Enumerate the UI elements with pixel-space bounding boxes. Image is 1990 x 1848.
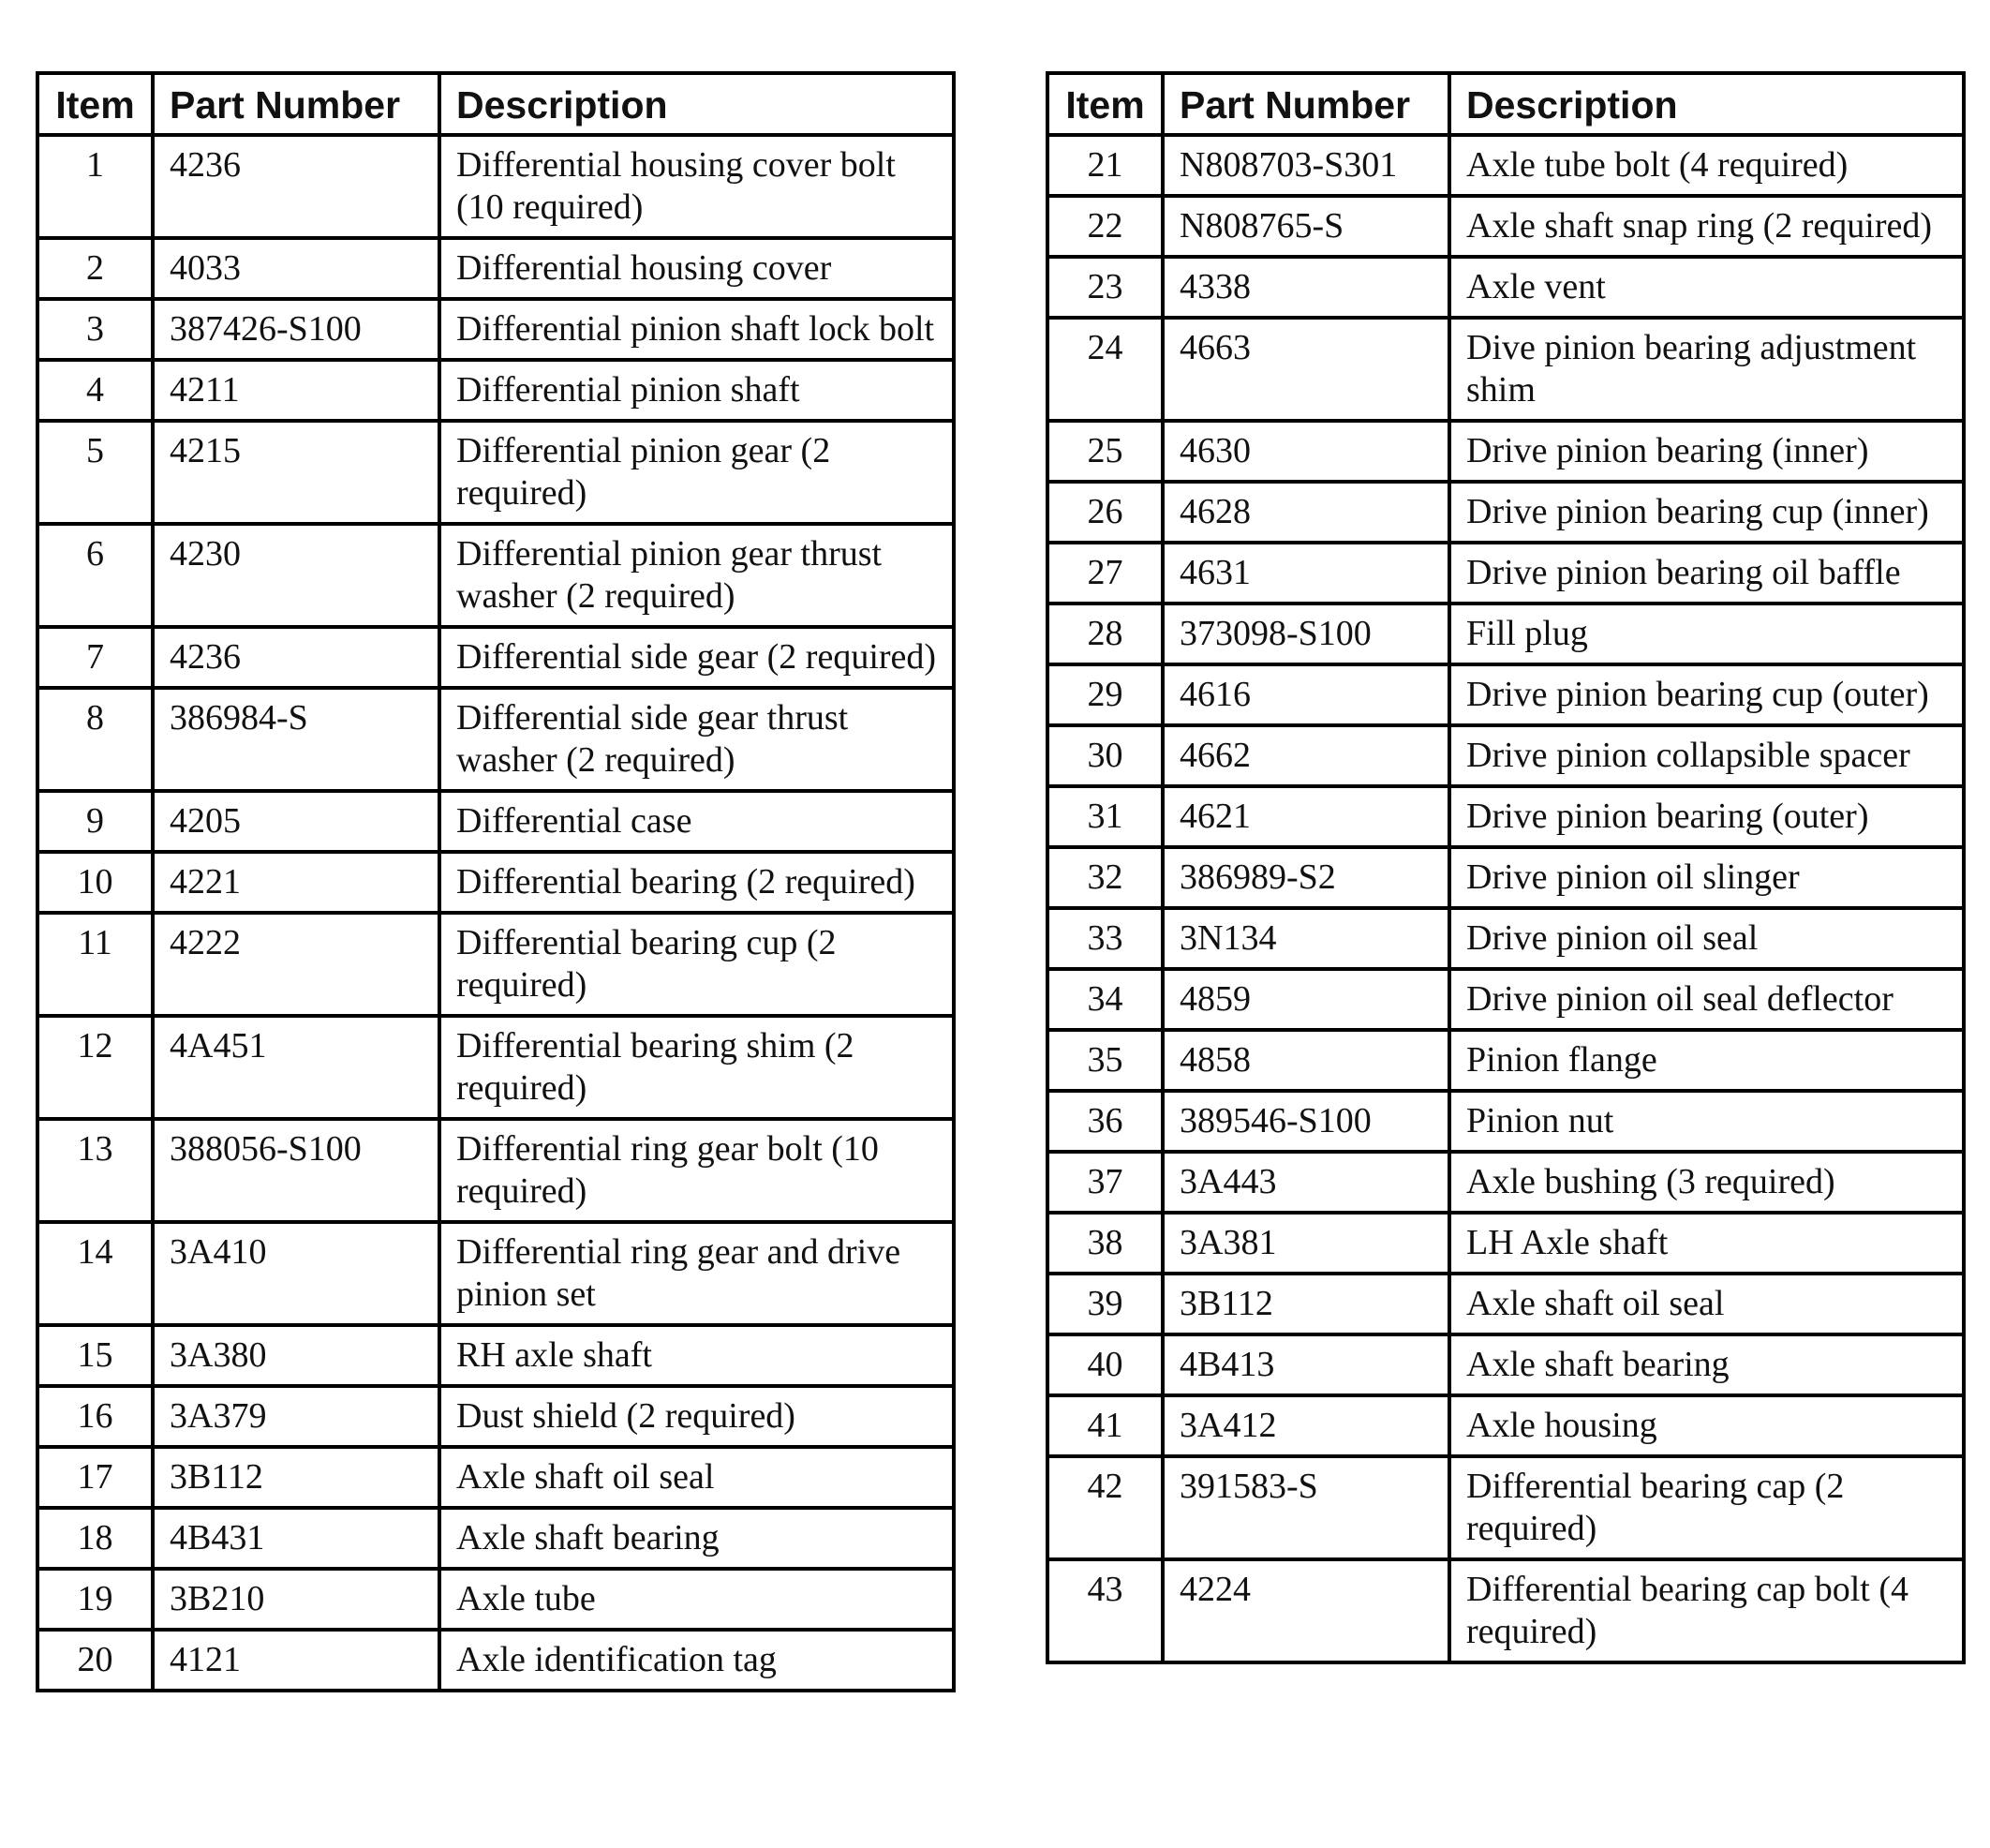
part-number-cell: 3A412 (1163, 1395, 1449, 1456)
item-number-cell: 16 (37, 1386, 153, 1447)
part-number-cell: 3B210 (153, 1569, 439, 1630)
part-number-cell: 4224 (1163, 1559, 1449, 1662)
item-number-cell: 33 (1047, 908, 1163, 969)
description-cell: Fill plug (1449, 604, 1964, 664)
item-number-cell: 43 (1047, 1559, 1163, 1662)
item-number-cell: 19 (37, 1569, 153, 1630)
table-row (37, 1016, 954, 1119)
table-row (1047, 1213, 1964, 1274)
description-cell: Axle shaft oil seal (439, 1447, 954, 1508)
item-number-cell: 27 (1047, 543, 1163, 604)
header-part-number: Part Number (153, 73, 439, 135)
part-number-cell: 4338 (1163, 257, 1449, 318)
description-cell: Differential side gear (2 required) (439, 627, 954, 688)
item-number-cell: 18 (37, 1508, 153, 1569)
table-row (37, 1222, 954, 1325)
table-row (1047, 543, 1964, 604)
table-row (1047, 196, 1964, 257)
description-cell: Drive pinion oil seal deflector (1449, 969, 1964, 1030)
part-number-cell: 373098-S100 (1163, 604, 1449, 664)
description-cell: Differential bearing cap (2 required) (1449, 1456, 1964, 1559)
table-row (37, 627, 954, 688)
part-number-cell: 4222 (153, 913, 439, 1016)
item-number-cell: 24 (1047, 318, 1163, 421)
table-row (37, 299, 954, 360)
part-number-cell: 4616 (1163, 664, 1449, 725)
item-number-cell: 13 (37, 1119, 153, 1222)
part-number-cell: 3A410 (153, 1222, 439, 1325)
item-number-cell: 34 (1047, 969, 1163, 1030)
part-number-cell: 386984-S (153, 688, 439, 791)
table-row (37, 1119, 954, 1222)
item-number-cell: 23 (1047, 257, 1163, 318)
table-row (1047, 135, 1964, 196)
part-number-cell: 4621 (1163, 786, 1449, 847)
table-row (37, 360, 954, 421)
table-row (37, 791, 954, 852)
table-row (1047, 1152, 1964, 1213)
description-cell: RH axle shaft (439, 1325, 954, 1386)
table-row (1047, 1559, 1964, 1662)
part-number-cell: 4033 (153, 238, 439, 299)
header-part-number: Part Number (1163, 73, 1449, 135)
table-row (1047, 482, 1964, 543)
item-number-cell: 6 (37, 524, 153, 627)
part-number-cell: 3A381 (1163, 1213, 1449, 1274)
table-row (1047, 847, 1964, 908)
table-row (1047, 725, 1964, 786)
table-header-row (37, 73, 954, 135)
table-row (37, 524, 954, 627)
part-number-cell: 4662 (1163, 725, 1449, 786)
item-number-cell: 26 (1047, 482, 1163, 543)
table-row (37, 1508, 954, 1569)
table-row (37, 1569, 954, 1630)
part-number-cell: 4663 (1163, 318, 1449, 421)
table-row (37, 1325, 954, 1386)
part-number-cell: 389546-S100 (1163, 1091, 1449, 1152)
parts-table-right (1046, 71, 1966, 1664)
description-cell: Drive pinion oil seal (1449, 908, 1964, 969)
item-number-cell: 7 (37, 627, 153, 688)
header-description: Description (439, 73, 954, 135)
description-cell: Differential bearing (2 required) (439, 852, 954, 913)
description-cell: Differential bearing shim (2 required) (439, 1016, 954, 1119)
description-cell: Drive pinion bearing (outer) (1449, 786, 1964, 847)
table-row (1047, 257, 1964, 318)
part-number-cell: 3A379 (153, 1386, 439, 1447)
table-row (37, 238, 954, 299)
table-row (1047, 1395, 1964, 1456)
item-number-cell: 5 (37, 421, 153, 524)
item-number-cell: 30 (1047, 725, 1163, 786)
item-number-cell: 8 (37, 688, 153, 791)
item-number-cell: 32 (1047, 847, 1163, 908)
description-cell: Differential housing cover bolt (10 required) (439, 135, 954, 238)
part-number-cell: 4630 (1163, 421, 1449, 482)
part-number-cell: 4121 (153, 1630, 439, 1691)
table-header-row (1047, 73, 1964, 135)
table-row (1047, 1334, 1964, 1395)
table-row (37, 688, 954, 791)
item-number-cell: 39 (1047, 1274, 1163, 1334)
item-number-cell: 3 (37, 299, 153, 360)
part-number-cell: 4631 (1163, 543, 1449, 604)
part-number-cell: 4211 (153, 360, 439, 421)
part-number-cell: 3B112 (1163, 1274, 1449, 1334)
description-cell: Axle vent (1449, 257, 1964, 318)
table-row (1047, 421, 1964, 482)
item-number-cell: 12 (37, 1016, 153, 1119)
description-cell: Axle shaft snap ring (2 required) (1449, 196, 1964, 257)
description-cell: Drive pinion bearing cup (inner) (1449, 482, 1964, 543)
description-cell: Axle shaft bearing (439, 1508, 954, 1569)
item-number-cell: 29 (1047, 664, 1163, 725)
item-number-cell: 9 (37, 791, 153, 852)
description-cell: Differential pinion gear (2 required) (439, 421, 954, 524)
part-number-cell: 386989-S2 (1163, 847, 1449, 908)
part-number-cell: 4B413 (1163, 1334, 1449, 1395)
description-cell: Axle tube bolt (4 required) (1449, 135, 1964, 196)
item-number-cell: 22 (1047, 196, 1163, 257)
table-row (1047, 969, 1964, 1030)
item-number-cell: 31 (1047, 786, 1163, 847)
part-number-cell: 4858 (1163, 1030, 1449, 1091)
part-number-cell: 4230 (153, 524, 439, 627)
parts-table-left (36, 71, 956, 1692)
part-number-cell: N808765-S (1163, 196, 1449, 257)
description-cell: Differential pinion shaft (439, 360, 954, 421)
table-row (37, 1447, 954, 1508)
part-number-cell: 4221 (153, 852, 439, 913)
part-number-cell: 387426-S100 (153, 299, 439, 360)
part-number-cell: 3B112 (153, 1447, 439, 1508)
table-row (1047, 1274, 1964, 1334)
item-number-cell: 25 (1047, 421, 1163, 482)
item-number-cell: 2 (37, 238, 153, 299)
description-cell: Differential side gear thrust washer (2 required) (439, 688, 954, 791)
description-cell: Differential ring gear bolt (10 required) (439, 1119, 954, 1222)
table-row (37, 135, 954, 238)
item-number-cell: 15 (37, 1325, 153, 1386)
item-number-cell: 35 (1047, 1030, 1163, 1091)
part-number-cell: 391583-S (1163, 1456, 1449, 1559)
description-cell: Differential housing cover (439, 238, 954, 299)
table-row (1047, 786, 1964, 847)
description-cell: Axle housing (1449, 1395, 1964, 1456)
description-cell: Axle bushing (3 required) (1449, 1152, 1964, 1213)
table-row (1047, 604, 1964, 664)
description-cell: Drive pinion oil slinger (1449, 847, 1964, 908)
part-number-cell: 3N134 (1163, 908, 1449, 969)
item-number-cell: 20 (37, 1630, 153, 1691)
item-number-cell: 21 (1047, 135, 1163, 196)
part-number-cell: 388056-S100 (153, 1119, 439, 1222)
item-number-cell: 40 (1047, 1334, 1163, 1395)
table-row (1047, 1091, 1964, 1152)
description-cell: Drive pinion bearing cup (outer) (1449, 664, 1964, 725)
header-item: Item (37, 73, 153, 135)
description-cell: Differential pinion gear thrust washer (2 required) (439, 524, 954, 627)
item-number-cell: 38 (1047, 1213, 1163, 1274)
description-cell: Drive pinion bearing (inner) (1449, 421, 1964, 482)
description-cell: LH Axle shaft (1449, 1213, 1964, 1274)
table-row (37, 913, 954, 1016)
item-number-cell: 14 (37, 1222, 153, 1325)
table-row (1047, 1030, 1964, 1091)
description-cell: Dive pinion bearing adjustment shim (1449, 318, 1964, 421)
item-number-cell: 10 (37, 852, 153, 913)
part-number-cell: 4215 (153, 421, 439, 524)
item-number-cell: 41 (1047, 1395, 1163, 1456)
header-item: Item (1047, 73, 1163, 135)
table-row (37, 1630, 954, 1691)
description-cell: Pinion flange (1449, 1030, 1964, 1091)
description-cell: Drive pinion collapsible spacer (1449, 725, 1964, 786)
part-number-cell: 4A451 (153, 1016, 439, 1119)
table-row (37, 421, 954, 524)
description-cell: Differential pinion shaft lock bolt (439, 299, 954, 360)
table-row (1047, 908, 1964, 969)
part-number-cell: 4236 (153, 627, 439, 688)
description-cell: Axle identification tag (439, 1630, 954, 1691)
part-number-cell: 4859 (1163, 969, 1449, 1030)
part-number-cell: 3A443 (1163, 1152, 1449, 1213)
item-number-cell: 4 (37, 360, 153, 421)
item-number-cell: 36 (1047, 1091, 1163, 1152)
part-number-cell: 4205 (153, 791, 439, 852)
description-cell: Axle tube (439, 1569, 954, 1630)
part-number-cell: 4B431 (153, 1508, 439, 1569)
table-row (1047, 1456, 1964, 1559)
table-row (37, 1386, 954, 1447)
header-description: Description (1449, 73, 1964, 135)
item-number-cell: 28 (1047, 604, 1163, 664)
description-cell: Differential case (439, 791, 954, 852)
description-cell: Drive pinion bearing oil baffle (1449, 543, 1964, 604)
description-cell: Differential ring gear and drive pinion set (439, 1222, 954, 1325)
table-row (1047, 664, 1964, 725)
description-cell: Pinion nut (1449, 1091, 1964, 1152)
part-number-cell: 4628 (1163, 482, 1449, 543)
description-cell: Differential bearing cup (2 required) (439, 913, 954, 1016)
item-number-cell: 11 (37, 913, 153, 1016)
item-number-cell: 42 (1047, 1456, 1163, 1559)
description-cell: Dust shield (2 required) (439, 1386, 954, 1447)
description-cell: Axle shaft bearing (1449, 1334, 1964, 1395)
table-row (37, 852, 954, 913)
item-number-cell: 17 (37, 1447, 153, 1508)
part-number-cell: N808703-S301 (1163, 135, 1449, 196)
item-number-cell: 1 (37, 135, 153, 238)
part-number-cell: 3A380 (153, 1325, 439, 1386)
table-row (1047, 318, 1964, 421)
item-number-cell: 37 (1047, 1152, 1163, 1213)
description-cell: Differential bearing cap bolt (4 required) (1449, 1559, 1964, 1662)
description-cell: Axle shaft oil seal (1449, 1274, 1964, 1334)
part-number-cell: 4236 (153, 135, 439, 238)
